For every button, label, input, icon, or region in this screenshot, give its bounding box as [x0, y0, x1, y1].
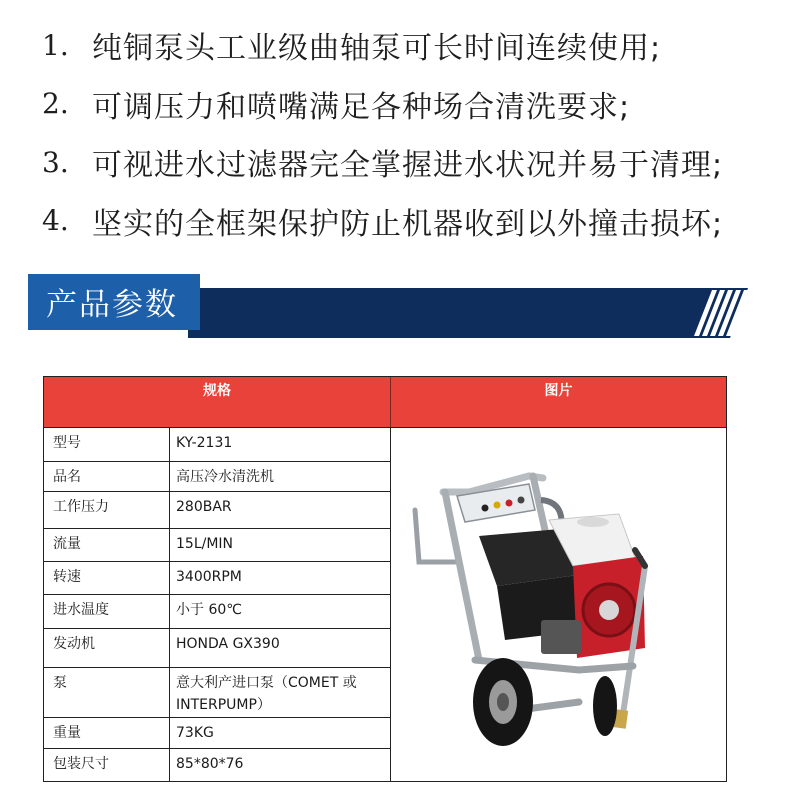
spec-value: KY-2131: [170, 428, 391, 461]
feature-item: [42, 133, 782, 192]
spec-value: 73KG: [170, 718, 391, 748]
spec-key: 泵: [44, 668, 170, 717]
spec-value: 15L/MIN: [170, 529, 391, 561]
spec-value: 小于 60℃: [170, 595, 391, 628]
spec-key: 包装尺寸: [44, 749, 170, 781]
table-row: [44, 427, 391, 461]
spec-key: 转速: [44, 562, 170, 594]
image-header: 图片: [391, 377, 726, 427]
spec-key: 品名: [44, 462, 170, 491]
spec-key: 进水温度: [44, 595, 170, 628]
table-row: [44, 717, 391, 748]
section-title: 产品参数: [46, 286, 178, 323]
feature-text: 可调压力和喷嘴满足各种场合清洗要求;: [92, 89, 631, 125]
product-image-cell: [391, 427, 726, 782]
spec-key: 工作压力: [44, 492, 170, 528]
table-row: [44, 561, 391, 594]
feature-text: 可视进水过滤器完全掌握进水状况并易于清理;: [92, 148, 724, 184]
table-row: [44, 594, 391, 628]
table-row: [44, 528, 391, 561]
feature-text: 坚实的全框架保护防止机器收到以外撞击损坏;: [92, 206, 724, 242]
table-row: [44, 628, 391, 667]
feature-number: 2.: [42, 87, 69, 121]
feature-number: 4.: [42, 204, 69, 238]
spec-table: [43, 376, 727, 782]
spec-value: 280BAR: [170, 492, 391, 528]
section-banner: [28, 274, 748, 344]
spec-value: HONDA GX390: [170, 629, 391, 667]
feature-list: [42, 16, 782, 250]
feature-item: [42, 16, 782, 75]
spec-value: 意大利产进口泵（COMET 或 INTERPUMP）: [170, 668, 391, 717]
feature-item: [42, 192, 782, 251]
spec-key: 重量: [44, 718, 170, 748]
feature-item: [42, 75, 782, 134]
table-row: [44, 461, 391, 491]
table-row: [44, 748, 391, 781]
feature-number: 3.: [42, 145, 69, 179]
spec-key: 流量: [44, 529, 170, 561]
pressure-washer-product-image: [409, 470, 709, 760]
spec-value: 85*80*76: [170, 749, 391, 781]
spec-value: 3400RPM: [170, 562, 391, 594]
table-row: [44, 491, 391, 528]
feature-text: 纯铜泵头工业级曲轴泵可长时间连续使用;: [92, 31, 662, 67]
table-row: [44, 667, 391, 717]
spec-key: 发动机: [44, 629, 170, 667]
spec-rows: [44, 427, 391, 781]
feature-number: 1.: [42, 28, 69, 62]
spec-value: 高压冷水清洗机: [170, 462, 391, 491]
spec-key: 型号: [44, 428, 170, 461]
spec-header: 规格: [44, 377, 391, 427]
